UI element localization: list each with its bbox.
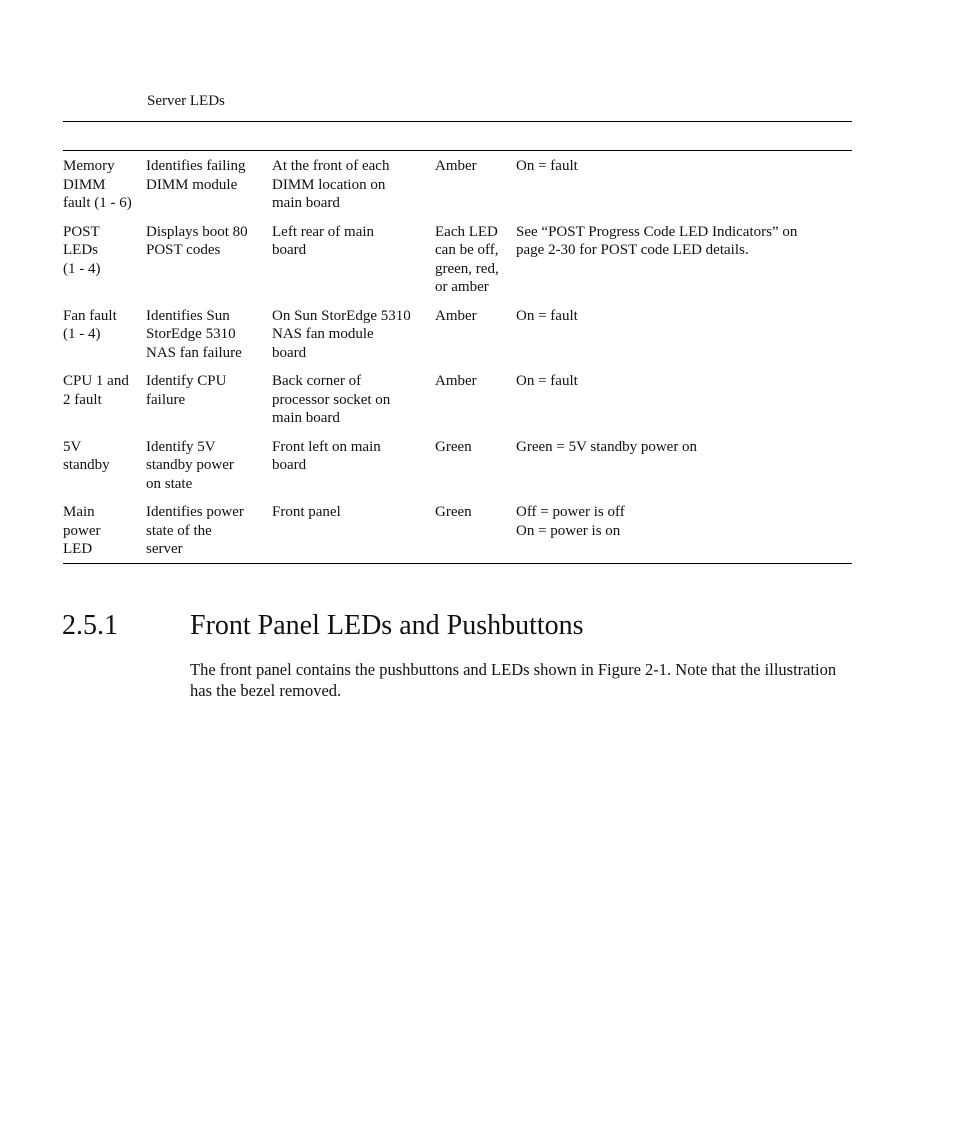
led-location-cell: At the front of each DIMM location on main board <box>272 158 390 211</box>
led-function-cell: Identifies Sun StorEdge 5310 NAS fan failure <box>146 307 242 361</box>
led-function-cell: Displays boot 80 POST codes <box>146 223 248 258</box>
led-location-cell: Front left on main board <box>272 438 381 473</box>
led-color-cell: Each LED can be off, green, red, or amber <box>435 223 499 295</box>
led-status-cell: Green = 5V standby power on <box>516 438 698 455</box>
led-name-cell: POST LEDs (1 - 4) <box>63 223 101 277</box>
led-status-cell: On = fault <box>516 373 578 389</box>
table-row <box>63 217 852 301</box>
led-status-cell: Off = power is off On = power is on <box>516 504 625 539</box>
led-function-cell: Identify 5V standby power on state <box>146 438 234 492</box>
led-name-cell: CPU 1 and 2 fault <box>63 373 129 408</box>
led-name-cell: Fan fault (1 - 4) <box>63 307 117 342</box>
led-function-cell: Identify CPU failure <box>146 373 227 408</box>
header-rule <box>63 121 852 122</box>
table-row <box>63 497 852 563</box>
table-row <box>63 151 852 217</box>
led-function-cell: Identifies failing DIMM module <box>146 158 246 193</box>
led-name-cell: Memory DIMM fault (1 - 6) <box>63 158 132 211</box>
led-location-cell: On Sun StorEdge 5310 NAS fan module board <box>272 307 411 361</box>
section-title: Front Panel LEDs and Pushbuttons <box>190 610 584 641</box>
table-row <box>63 366 852 432</box>
section-body-paragraph: The front panel contains the pushbuttons and LEDs shown in Figure 2-1. Note that the illustration has the bezel removed. <box>190 660 837 700</box>
led-color-cell: Green <box>435 504 472 520</box>
led-name-cell: 5V standby <box>63 438 110 473</box>
led-name-cell: Main power LED <box>63 504 101 557</box>
led-location-cell: Front panel <box>272 504 341 520</box>
section-number: 2.5.1 <box>62 610 118 641</box>
led-color-cell: Green <box>435 438 472 455</box>
led-color-cell: Amber <box>435 373 477 389</box>
table-row <box>63 432 852 498</box>
running-header: Server LEDs <box>147 93 225 109</box>
led-table <box>63 150 852 564</box>
led-color-cell: Amber <box>435 158 477 174</box>
table-row <box>63 301 852 367</box>
led-location-cell: Left rear of main board <box>272 223 375 258</box>
led-location-cell: Back corner of processor socket on main board <box>272 373 391 426</box>
led-color-cell: Amber <box>435 307 477 324</box>
led-status-cell: On = fault <box>516 307 578 324</box>
led-function-cell: Identifies power state of the server <box>146 504 244 557</box>
led-status-cell: See “POST Progress Code LED Indicators” on page 2-30 for POST code LED details. <box>516 223 798 258</box>
led-status-cell: On = fault <box>516 158 578 174</box>
